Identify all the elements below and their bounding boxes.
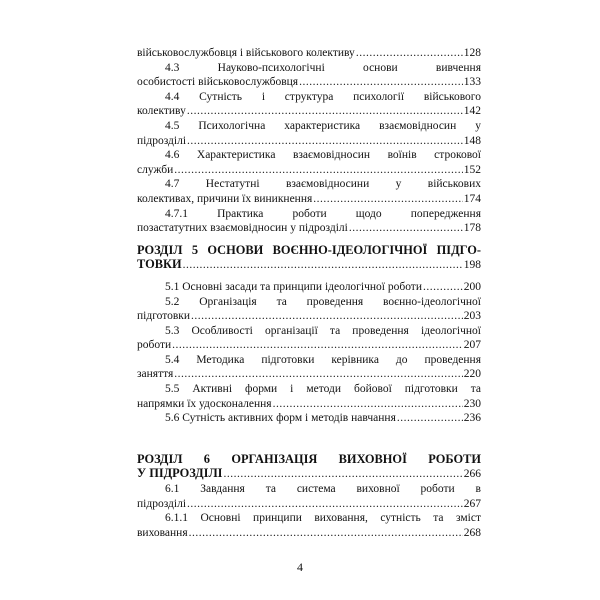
dot-leader bbox=[187, 497, 463, 512]
toc-entry-leader-line bbox=[137, 163, 481, 178]
toc-page-number: 230 bbox=[463, 397, 481, 410]
toc-entry-leader-line bbox=[137, 397, 481, 412]
toc-entry-title-end: виховання bbox=[137, 526, 188, 539]
dot-leader bbox=[191, 309, 463, 324]
toc-entry-leader-line bbox=[137, 280, 481, 295]
toc-entry-title-line: РОЗДІЛ 5 ОСНОВИ ВОЄННО-ІДЕОЛОГІЧНОЇ ПІДГО- bbox=[137, 242, 481, 257]
toc-entry-leader-line bbox=[137, 192, 481, 207]
toc-entry bbox=[137, 61, 481, 90]
toc-entry bbox=[137, 177, 481, 206]
toc-entry-leader-line bbox=[137, 526, 481, 541]
toc-entry bbox=[137, 411, 481, 426]
toc-page-number: 220 bbox=[463, 368, 481, 381]
toc-entry-title-line: 5.2 Організація та проведення воєнно-ідеологічної bbox=[165, 295, 481, 308]
toc-entry-title-line: 6.1 Завдання та система виховної роботи в bbox=[165, 483, 481, 496]
toc-page-number: 178 bbox=[463, 222, 481, 235]
toc-page-number: 142 bbox=[463, 105, 481, 118]
toc-entry-leader-line bbox=[137, 104, 481, 119]
toc-entry bbox=[137, 207, 481, 236]
toc-entry-title-end: служби bbox=[137, 163, 174, 176]
toc-page-number: 133 bbox=[463, 76, 481, 89]
toc-entry bbox=[137, 382, 481, 411]
toc-entry-title-line: 4.3 Науково-психологічні основи вивчення bbox=[165, 61, 481, 74]
toc-entry bbox=[137, 482, 481, 511]
dot-leader bbox=[349, 221, 463, 236]
toc-entry bbox=[137, 46, 481, 61]
toc-page-number: 198 bbox=[463, 259, 481, 272]
toc-entry-leader-line bbox=[137, 75, 481, 90]
toc-entry-title-end: підготовки bbox=[137, 310, 191, 323]
toc-page-number: 236 bbox=[463, 412, 481, 425]
toc-page-number: 200 bbox=[463, 280, 481, 293]
dot-leader bbox=[423, 280, 463, 295]
dot-leader bbox=[299, 75, 463, 90]
toc-page-number: 268 bbox=[463, 526, 481, 539]
toc-entry-title-line: 4.7 Нестатутні взаємовідносини у військових bbox=[165, 178, 481, 191]
dot-leader bbox=[174, 163, 463, 178]
toc-entry-leader-line bbox=[137, 257, 481, 273]
toc-entry-title-end: 5.6 Сутність активних форм і методів навчання bbox=[165, 412, 396, 425]
toc-entry-leader-line bbox=[137, 497, 481, 512]
toc-entry-title-end: колективу bbox=[137, 105, 186, 118]
toc-entry-leader-line bbox=[137, 466, 481, 482]
dot-leader bbox=[172, 338, 463, 353]
toc-entry bbox=[137, 148, 481, 177]
toc-page-number: 148 bbox=[463, 134, 481, 147]
dot-leader bbox=[174, 367, 462, 382]
toc-entry-title-end: 5.1 Основні засади та принципи ідеологічної роботи bbox=[165, 280, 422, 293]
toc-entry-title-line: 4.4 Сутність і структура психології військового bbox=[165, 90, 481, 103]
dot-leader bbox=[356, 46, 463, 61]
toc-page-number: 266 bbox=[463, 468, 481, 481]
toc-entry-title-line: 5.3 Особливості організації та проведення ідеологічної bbox=[165, 324, 481, 337]
table-of-contents bbox=[137, 46, 481, 540]
toc-entry-leader-line bbox=[137, 221, 481, 236]
dot-leader bbox=[397, 411, 463, 426]
toc-page-number: 207 bbox=[463, 339, 481, 352]
toc-entry bbox=[137, 119, 481, 148]
toc-entry-leader-line bbox=[137, 367, 481, 382]
toc-entry-title-line: 4.5 Психологічна характеристика взаємовідносин у bbox=[165, 119, 481, 132]
toc-entry-title-line: 5.5 Активні форми і методи бойової підготовки та bbox=[165, 383, 481, 396]
toc-entry-title-end: підрозділі bbox=[137, 134, 187, 147]
toc-page-number: 267 bbox=[463, 497, 481, 510]
toc-entry-leader-line bbox=[137, 46, 481, 61]
toc-entry-title-end: ТОВКИ bbox=[137, 257, 182, 272]
toc-page-number: 203 bbox=[463, 310, 481, 323]
dot-leader bbox=[189, 526, 463, 541]
toc-entry-title-line: 4.7.1 Практика роботи щодо попередження bbox=[165, 207, 481, 220]
toc-entry-title-end: колективах, причини їх виникнення bbox=[137, 192, 313, 205]
toc-entry-title-end: позастатутних взаємовідносин у підрозділі bbox=[137, 222, 348, 235]
toc-entry-title-end: особистості військовослужбовця bbox=[137, 76, 299, 89]
toc-entry bbox=[137, 511, 481, 540]
dot-leader bbox=[313, 192, 462, 207]
toc-page-number: 152 bbox=[463, 163, 481, 176]
toc-entry-title-end: заняття bbox=[137, 368, 174, 381]
toc-entry-title-end: підрозділі bbox=[137, 497, 187, 510]
toc-entry-leader-line bbox=[137, 309, 481, 324]
dot-leader bbox=[224, 467, 463, 482]
toc-entry-title-line: РОЗДІЛ 6 ОРГАНІЗАЦІЯ ВИХОВНОЇ РОБОТИ bbox=[137, 451, 481, 466]
page-number: 4 bbox=[297, 560, 303, 574]
toc-page-number: 128 bbox=[463, 47, 481, 59]
toc-entry-title-end: військовослужбовця і військового колективу bbox=[137, 47, 355, 59]
toc-entry-title-end: роботи bbox=[137, 339, 172, 352]
toc-entry-title-line: 5.4 Методика підготовки керівника до проведення bbox=[165, 353, 481, 366]
dot-leader bbox=[273, 397, 463, 412]
toc-page-number: 174 bbox=[463, 192, 481, 205]
toc-entry-title-line: 4.6 Характеристика взаємовідносин воїнів строкової bbox=[165, 149, 481, 162]
toc-entry-title-line: 6.1.1 Основні принципи виховання, сутність та зміст bbox=[165, 512, 481, 525]
toc-entry bbox=[137, 280, 481, 295]
toc-section-heading bbox=[137, 243, 481, 273]
toc-entry-title-end: У ПІДРОЗДІЛІ bbox=[137, 466, 223, 481]
dot-leader bbox=[187, 134, 463, 149]
dot-leader bbox=[183, 258, 463, 273]
toc-entry bbox=[137, 324, 481, 353]
dot-leader bbox=[187, 104, 463, 119]
toc-section-heading bbox=[137, 452, 481, 482]
toc-entry bbox=[137, 353, 481, 382]
toc-entry-title-end: напрямки їх удосконалення bbox=[137, 397, 272, 410]
toc-entry-leader-line bbox=[137, 411, 481, 426]
toc-entry bbox=[137, 90, 481, 119]
toc-entry-leader-line bbox=[137, 134, 481, 149]
toc-entry-leader-line bbox=[137, 338, 481, 353]
toc-entry bbox=[137, 295, 481, 324]
